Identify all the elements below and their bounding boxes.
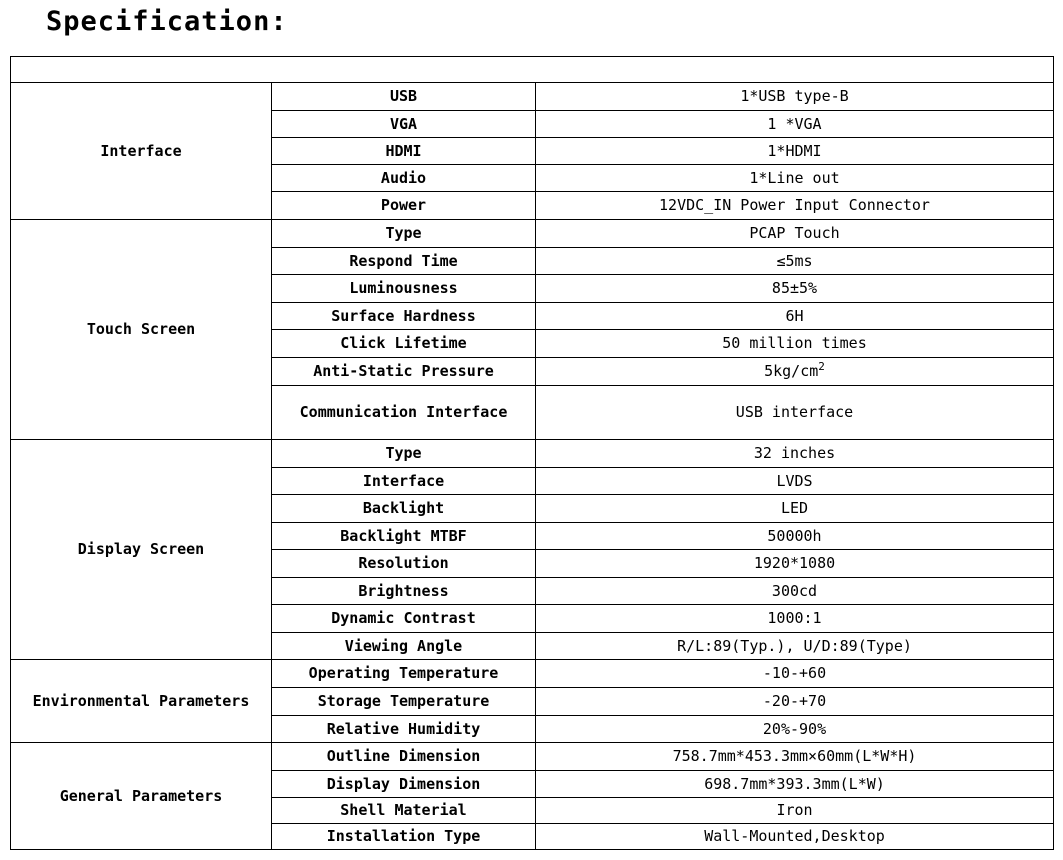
spec-value: 1920*1080 bbox=[536, 550, 1054, 578]
spec-value: -10-+60 bbox=[536, 660, 1054, 688]
spec-value: 1*Line out bbox=[536, 165, 1054, 192]
spec-value: 50000h bbox=[536, 523, 1054, 550]
spec-label: Communication Interface bbox=[272, 386, 536, 440]
table-row bbox=[11, 440, 1054, 468]
spec-label: Outline Dimension bbox=[272, 743, 536, 771]
spec-value: LED bbox=[536, 495, 1054, 523]
category-environmental-parameters: Environmental Parameters bbox=[11, 660, 272, 743]
spec-value: 300cd bbox=[536, 578, 1054, 605]
spec-value: LVDS bbox=[536, 468, 1054, 495]
spec-value: 12VDC_IN Power Input Connector bbox=[536, 192, 1054, 220]
spec-label: Relative Humidity bbox=[272, 716, 536, 743]
spec-value: 20%-90% bbox=[536, 716, 1054, 743]
category-general-parameters: General Parameters bbox=[11, 743, 272, 850]
spec-label: Installation Type bbox=[272, 824, 536, 850]
spec-value-cell bbox=[536, 358, 1054, 386]
spec-value: PCAP Touch bbox=[536, 220, 1054, 248]
spec-label: Shell Material bbox=[272, 798, 536, 824]
spec-label: Operating Temperature bbox=[272, 660, 536, 688]
spec-value: 1 *VGA bbox=[536, 111, 1054, 138]
table-header-cell bbox=[11, 57, 1054, 83]
spec-label: Backlight bbox=[272, 495, 536, 523]
table-row bbox=[11, 83, 1054, 111]
spec-label: Click Lifetime bbox=[272, 330, 536, 358]
spec-label: Viewing Angle bbox=[272, 633, 536, 660]
spec-value: 6H bbox=[536, 303, 1054, 330]
category-touch-screen: Touch Screen bbox=[11, 220, 272, 440]
spec-value: 50 million times bbox=[536, 330, 1054, 358]
table-row bbox=[11, 220, 1054, 248]
spec-label: Storage Temperature bbox=[272, 688, 536, 716]
spec-label: Audio bbox=[272, 165, 536, 192]
spec-label: Luminousness bbox=[272, 275, 536, 303]
spec-value: 85±5% bbox=[536, 275, 1054, 303]
spec-value: -20-+70 bbox=[536, 688, 1054, 716]
spec-label: HDMI bbox=[272, 138, 536, 165]
spec-value: 1*USB type-B bbox=[536, 83, 1054, 111]
spec-label: Type bbox=[272, 220, 536, 248]
spec-value: 1000:1 bbox=[536, 605, 1054, 633]
spec-value: USB interface bbox=[536, 386, 1054, 440]
spec-label: USB bbox=[272, 83, 536, 111]
spec-value: R/L:89(Typ.), U/D:89(Type) bbox=[536, 633, 1054, 660]
table-row bbox=[11, 743, 1054, 771]
spec-label: Dynamic Contrast bbox=[272, 605, 536, 633]
spec-label: VGA bbox=[272, 111, 536, 138]
page-title: Specification: bbox=[46, 6, 288, 37]
spec-label: Resolution bbox=[272, 550, 536, 578]
category-display-screen: Display Screen bbox=[11, 440, 272, 660]
spec-label: Interface bbox=[272, 468, 536, 495]
spec-value: 32 inches bbox=[536, 440, 1054, 468]
specification-table bbox=[10, 56, 1054, 850]
table-row bbox=[11, 660, 1054, 688]
spec-label: Anti-Static Pressure bbox=[272, 358, 536, 386]
spec-value: ≤5ms bbox=[536, 248, 1054, 275]
category-interface: Interface bbox=[11, 83, 272, 220]
spec-value: Wall-Mounted,Desktop bbox=[536, 824, 1054, 850]
spec-value: 758.7mm*453.3mm×60mm(L*W*H) bbox=[536, 743, 1054, 771]
spec-label: Surface Hardness bbox=[272, 303, 536, 330]
table-header-row bbox=[11, 57, 1054, 83]
spec-label: Power bbox=[272, 192, 536, 220]
spec-value: 5kg/cm bbox=[764, 362, 819, 380]
spec-label: Type bbox=[272, 440, 536, 468]
spec-value: Iron bbox=[536, 798, 1054, 824]
spec-label: Brightness bbox=[272, 578, 536, 605]
spec-value-superscript: 2 bbox=[818, 360, 825, 373]
spec-value: 698.7mm*393.3mm(L*W) bbox=[536, 771, 1054, 798]
spec-label: Respond Time bbox=[272, 248, 536, 275]
spec-label: Display Dimension bbox=[272, 771, 536, 798]
spec-value: 1*HDMI bbox=[536, 138, 1054, 165]
spec-label: Backlight MTBF bbox=[272, 523, 536, 550]
